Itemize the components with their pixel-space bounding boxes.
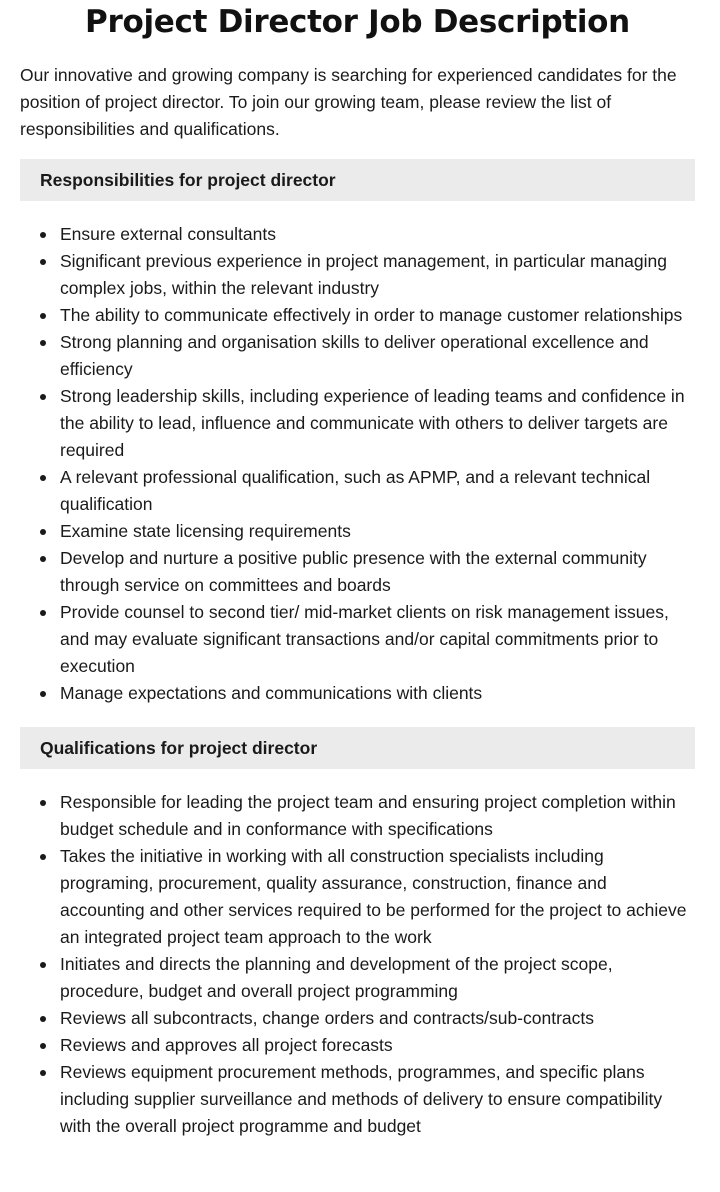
list-item: [20, 1032, 695, 1059]
list-item-text: Significant previous experience in project management, in particular managing complex jobs, within the relevant industry: [60, 251, 668, 298]
bullet-icon: [40, 1043, 46, 1049]
list-item: [20, 789, 695, 843]
list-item-text: Strong leadership skills, including experience of leading teams and confidence in the ability to lead, influence and communicate with others to deliver targets are required: [60, 386, 685, 460]
responsibilities-list: [20, 221, 695, 707]
list-item: [20, 1059, 695, 1140]
bullet-icon: [40, 854, 46, 860]
list-item-text: Reviews equipment procurement methods, programmes, and specific plans including supplier surveillance and methods of delivery to ensure compatibility with the overall project programme and budget: [60, 1062, 663, 1136]
list-item: [20, 248, 695, 302]
list-item: [20, 383, 695, 464]
bullet-icon: [40, 1070, 46, 1076]
list-item: [20, 221, 695, 248]
bullet-icon: [40, 232, 46, 238]
list-item-text: Ensure external consultants: [60, 224, 276, 244]
intro-paragraph: Our innovative and growing company is searching for experienced candidates for the position of project director. To join our growing team, please review the list of responsibilities and qualifications.: [20, 65, 677, 139]
list-item-text: A relevant professional qualification, such as APMP, and a relevant technical qualification: [60, 467, 651, 514]
list-item: [20, 464, 695, 518]
qualifications-heading: Qualifications for project director: [20, 727, 695, 769]
list-item: [20, 599, 695, 680]
list-item-text: Strong planning and organisation skills to deliver operational excellence and efficiency: [60, 332, 649, 379]
bullet-icon: [40, 962, 46, 968]
list-item-text: Develop and nurture a positive public presence with the external community through service on committees and boards: [60, 548, 647, 595]
bullet-icon: [40, 313, 46, 319]
bullet-icon: [40, 340, 46, 346]
bullet-icon: [40, 1016, 46, 1022]
list-item-text: Examine state licensing requirements: [60, 521, 351, 541]
list-item-text: Takes the initiative in working with all construction specialists including programing, procurement, quality assurance, construction, finance and accounting and other services required to be performed for the project to achieve an integrated project team approach to the work: [60, 846, 687, 947]
list-item-text: Manage expectations and communications with clients: [60, 683, 483, 703]
list-item: [20, 843, 695, 951]
list-item: [20, 1005, 695, 1032]
list-item: [20, 545, 695, 599]
bullet-icon: [40, 610, 46, 616]
list-item-text: Initiates and directs the planning and development of the project scope, procedure, budget and overall project programming: [60, 954, 613, 1001]
list-item-text: Provide counsel to second tier/ mid-market clients on risk management issues, and may evaluate significant transactions and/or capital commitments prior to execution: [60, 602, 669, 676]
list-item: [20, 951, 695, 1005]
bullet-icon: [40, 691, 46, 697]
bullet-icon: [40, 556, 46, 562]
page-title: Project Director Job Description: [85, 4, 630, 40]
list-item: [20, 329, 695, 383]
list-item-text: The ability to communicate effectively in order to manage customer relationships: [60, 305, 683, 325]
list-item: [20, 680, 695, 707]
bullet-icon: [40, 800, 46, 806]
list-item-text: Reviews and approves all project forecasts: [60, 1035, 393, 1055]
bullet-icon: [40, 394, 46, 400]
responsibilities-heading: Responsibilities for project director: [20, 159, 695, 201]
list-item: [20, 302, 695, 329]
bullet-icon: [40, 259, 46, 265]
bullet-icon: [40, 475, 46, 481]
list-item-text: Reviews all subcontracts, change orders and contracts/sub-contracts: [60, 1008, 595, 1028]
list-item-text: Responsible for leading the project team and ensuring project completion within budget schedule and in conformance with specifications: [60, 792, 676, 839]
list-item: [20, 518, 695, 545]
bullet-icon: [40, 529, 46, 535]
qualifications-list: [20, 789, 695, 1140]
